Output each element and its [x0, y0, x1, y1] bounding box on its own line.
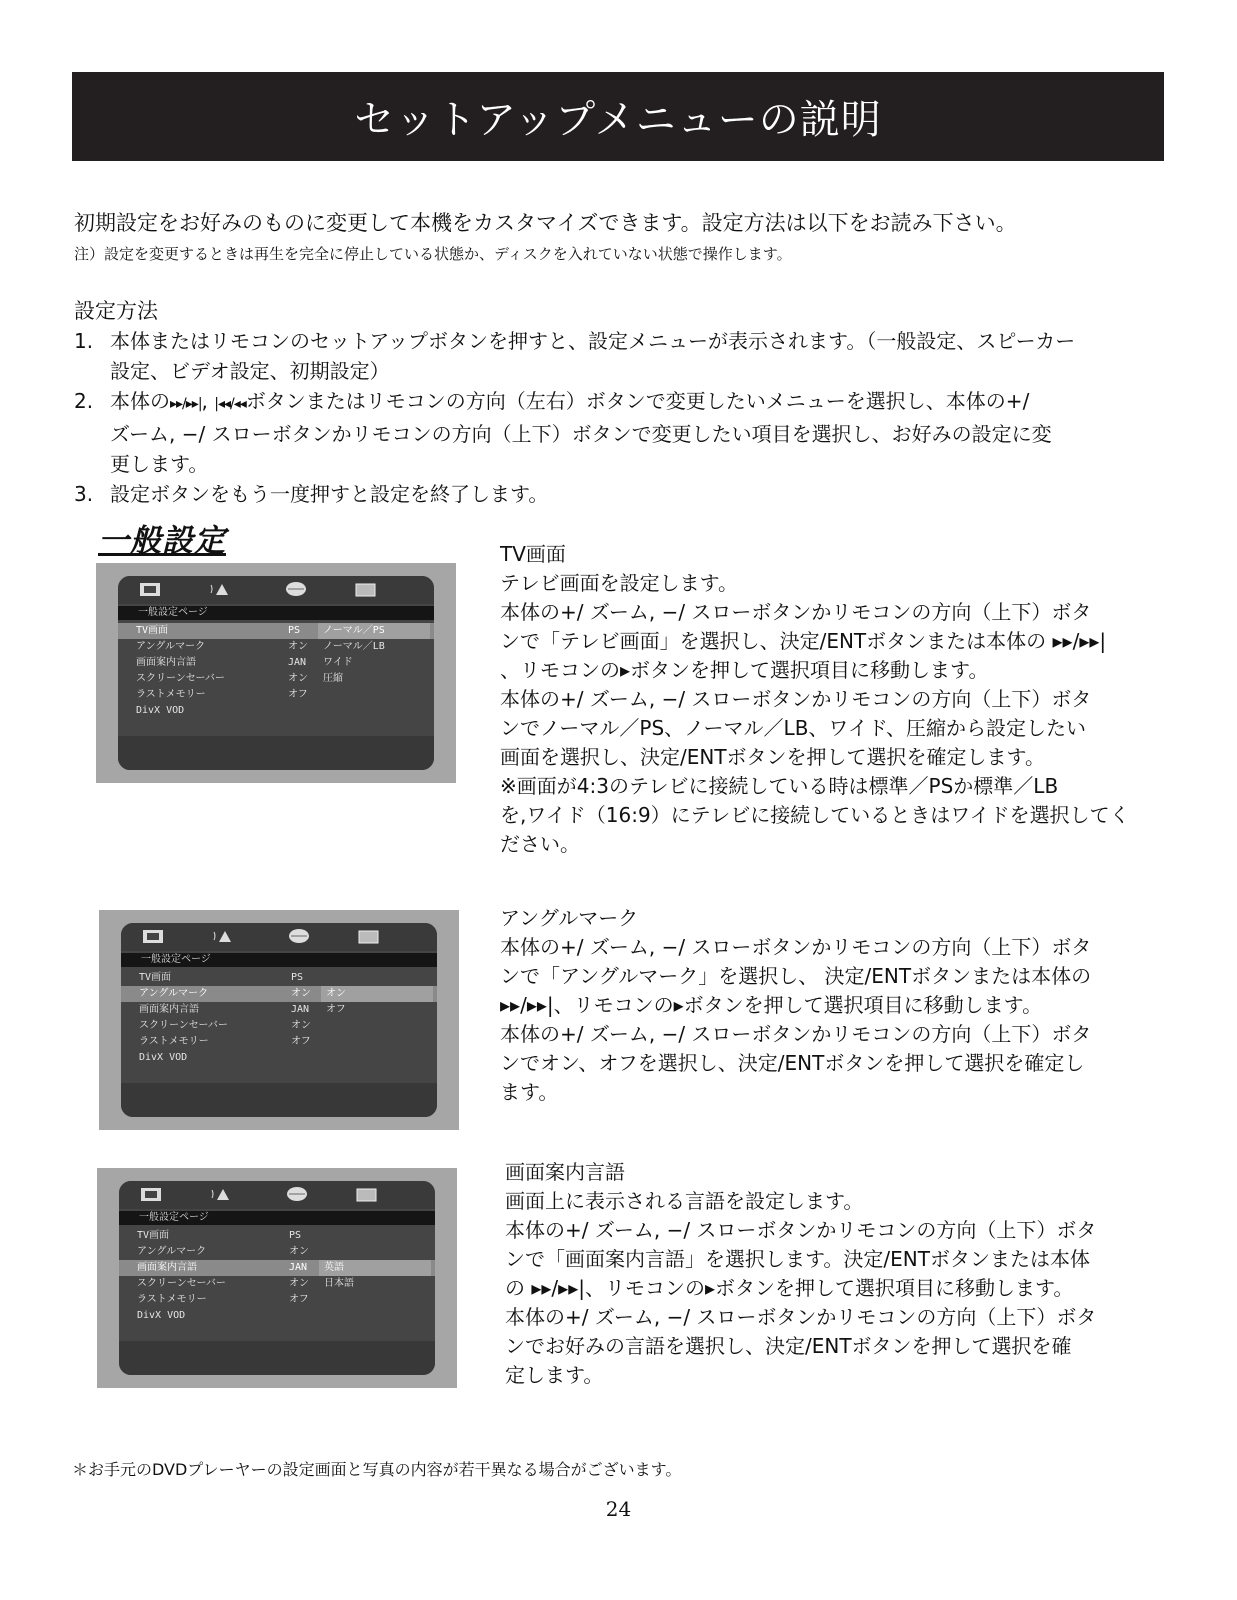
howto-heading: 設定方法 [74, 299, 158, 323]
menu-row-angle[interactable]: アングルマーク オン ノーマル／LB [136, 641, 385, 652]
fast-forward-icon: ▸▸/▸▸| [170, 396, 202, 412]
video-icon [286, 928, 312, 946]
menu-row-lang[interactable]: 画面案内言語 JAN 英語 [119, 1260, 435, 1276]
desc-tv: TV画面 テレビ画面を設定します。 本体の+/ ズーム, −/ スローボタンかリモコンの方向（上下）ボタ ンで「テレビ画面」を選択し、決定/ENTボタンまたは本体の ▸▸/▸▸| 、リモコンの▸ボタンを押して選択項目に移動します。 本体の+/ ズーム, −/ スローボタンかリモコンの方向（上下）ボタ ンでノーマル／PS、ノーマル／LB、ワイド、圧縮から設定したい 画面を選択し、決定/ENTボタンを押して選択を確定します。 ※画面が4:3のテレビに接続している時は標準／PSか標準／LB を,ワイド（16:9）にテレビに接続しているときはワイドを選択してく ださい。 [500, 542, 1130, 856]
speaker-icon [211, 928, 237, 946]
menu-row-screensaver[interactable]: スクリーンセーバー オン 日本語 [137, 1278, 354, 1289]
menu-row-tv[interactable]: TV画面 PS [139, 972, 304, 983]
menu-row-screensaver[interactable]: スクリーンセーバー オン [139, 1020, 311, 1031]
menu-row-lang[interactable]: 画面案内言語 JAN ワイド [136, 657, 353, 668]
menu-row-divx[interactable]: DivX VOD [136, 705, 185, 716]
menu-page-header: 一般設定ページ [119, 1211, 435, 1225]
menu-row-angle[interactable]: アングルマーク オン [137, 1246, 309, 1257]
menu-row-divx[interactable]: DivX VOD [137, 1310, 186, 1321]
rewind-icon: |◂◂/◂◂ [214, 396, 246, 412]
desc-lang: 画面案内言語 画面上に表示される言語を設定します。 本体の+/ ズーム, −/ スローボタンかリモコンの方向（上下）ボタ ンで「画面案内言語」を選択します。決定/ENTボタンまたは本体 の ▸▸/▸▸|、リモコンの▸ボタンを押して選択項目に移動します。 本体の+/ ズーム, −/ スローボタンかリモコンの方向（上下）ボタ ンでお好みの言語を選択し、決定/ENTボタンを押して選択を確 定します。 [505, 1160, 1097, 1387]
menu-row-lastmemory[interactable]: ラストメモリー オフ [136, 689, 308, 700]
menu-row-divx[interactable]: DivX VOD [139, 1052, 188, 1063]
preferences-icon [356, 928, 382, 946]
speaker-icon [208, 581, 234, 599]
howto-steps [74, 326, 1174, 509]
intro-text: 初期設定をお好みのものに変更して本機をカスタマイズできます。設定方法は以下をお読み下さい。 [74, 211, 1017, 235]
footer-note: ＊お手元のDVDプレーヤーの設定画面と写真の内容が若干異なる場合がございます。 [72, 1460, 682, 1479]
menu-screenshot-angle [99, 910, 459, 1130]
menu-row-angle[interactable]: アングルマーク オン オン [121, 986, 437, 1002]
desc-angle: アングルマーク 本体の+/ ズーム, −/ スローボタンかリモコンの方向（上下）ボタ ンで「アングルマーク」を選択し、 決定/ENTボタンまたは本体の ▸▸/▸▸|、リモコンの▸ボタンを押して選択項目に移動します。 本体の+/ ズーム, −/ スローボタンかリモコンの方向（上下）ボタ ンでオン、オフを選択し、決定/ENTボタンを押して選択を確定し ます。 [500, 906, 1092, 1104]
preferences-icon [353, 581, 379, 599]
menu-row-screensaver[interactable]: スクリーンセーバー オン 圧縮 [136, 673, 343, 684]
tv-icon [141, 928, 167, 946]
menu-row-tv[interactable]: TV画面 PS [137, 1230, 302, 1241]
video-icon [284, 1186, 310, 1204]
menu-row-tv[interactable]: TV画面 PS ノーマル／PS [118, 623, 434, 639]
menu-screenshot-lang [97, 1168, 457, 1388]
tv-icon [139, 1186, 165, 1204]
step-2: 2. 本体の▸▸/▸▸|, |◂◂/◂◂ボタンまたはリモコンの方向（左右）ボタンで変更したいメニューを選択し、本体の+/ ズーム, −/ スローボタンかリモコンの方向（上下）ボタンで変更したい項目を選択し、お好みの設定に変 更します。 [74, 389, 1052, 476]
menu-page-header: 一般設定ページ [118, 606, 434, 620]
page-title: セットアップメニューの説明 [72, 72, 1164, 161]
note-text: 注）設定を変更するときは再生を完全に停止している状態か、ディスクを入れていない状態で操作します。 [74, 245, 792, 263]
speaker-icon [209, 1186, 235, 1204]
step-3: 3. 設定ボタンをもう一度押すと設定を終了します。 [74, 482, 549, 506]
menu-row-lastmemory[interactable]: ラストメモリー オフ [139, 1036, 311, 1047]
step-1: 1. 本体またはリモコンのセットアップボタンを押すと、設定メニューが表示されます。（一般設定、スピーカー 設定、ビデオ設定、初期設定） [74, 329, 1076, 383]
menu-screenshot-tv [96, 563, 456, 783]
tv-icon [138, 581, 164, 599]
section-heading: 一般設定 [98, 523, 226, 559]
menu-page-header: 一般設定ページ [121, 953, 437, 967]
menu-row-lang[interactable]: 画面案内言語 JAN オフ [139, 1004, 346, 1015]
page-number: 24 [605, 1497, 632, 1521]
preferences-icon [354, 1186, 380, 1204]
video-icon [283, 581, 309, 599]
menu-row-lastmemory[interactable]: ラストメモリー オフ [137, 1294, 309, 1305]
